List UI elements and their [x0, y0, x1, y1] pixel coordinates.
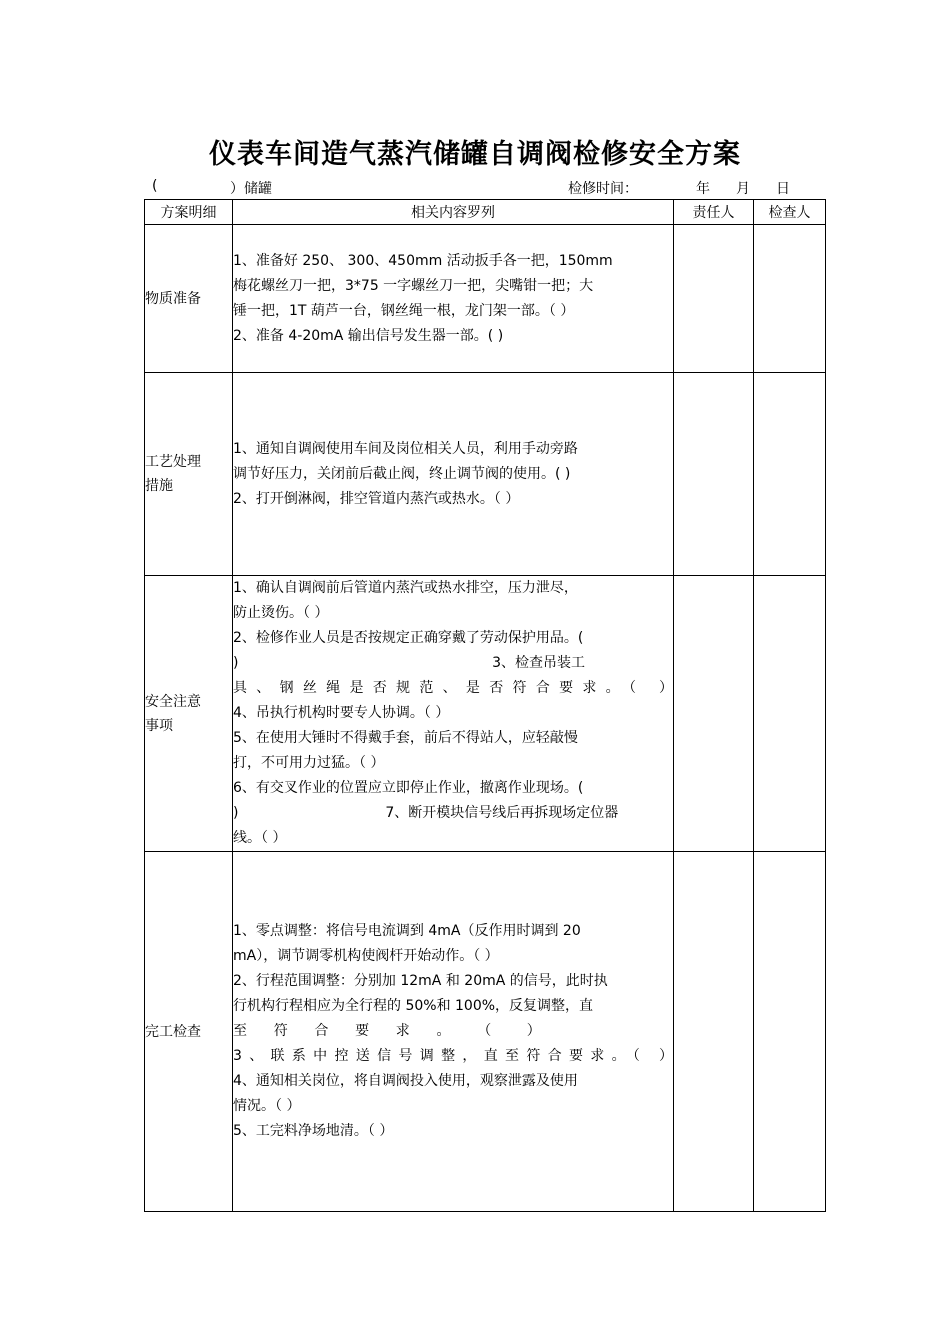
table-row-materials	[145, 225, 826, 373]
category-line: 事项	[145, 717, 173, 734]
plan-table	[144, 199, 826, 1212]
content-line: 锤一把，1T 葫芦一台，钢丝绳一根，龙门架一部。（ ）	[233, 302, 575, 319]
content-cell	[233, 576, 674, 852]
category-line: 安全注意	[145, 693, 201, 710]
content-line: 情况。（ ）	[233, 1098, 301, 1114]
subheader-paren-open: (	[152, 178, 158, 194]
content-line: 1、零点调整：将信号电流调到 4mA（反作用时调到 20	[233, 923, 581, 939]
content-line: 2、准备 4-20mA 输出信号发生器一部。( )	[233, 327, 504, 344]
responsible-cell[interactable]	[674, 576, 754, 852]
content-line: 5、工完料净场地清。（ ）	[233, 1123, 394, 1139]
subheader	[150, 178, 830, 198]
inspector-cell[interactable]	[754, 225, 826, 373]
category-cell	[145, 852, 233, 1212]
header-cell-content: 相关内容罗列	[233, 200, 674, 225]
table-row-process	[145, 373, 826, 576]
responsible-cell[interactable]	[674, 852, 754, 1212]
content-line: 调节好压力，关闭前后截止阀，终止调节阀的使用。( )	[233, 465, 571, 482]
subheader-tank-label: ）储罐	[230, 181, 272, 197]
content-line: mA），调节调零机构使阀杆开始动作。（ ）	[233, 948, 499, 964]
content-cell	[233, 852, 674, 1212]
inspector-cell[interactable]	[754, 576, 826, 852]
document-title: 仪表车间造气蒸汽储罐自调阀检修安全方案	[209, 139, 741, 170]
content-line: 2、行程范围调整：分别加 12mA 和 20mA 的信号，此时执	[233, 973, 608, 989]
responsible-cell[interactable]	[674, 225, 754, 373]
content-line: 6、有交叉作业的位置应立即停止作业，撤离作业现场。(	[233, 780, 584, 796]
content-line: 行机构行程相应为全行程的 50%和 100%，反复调整，直	[233, 998, 594, 1014]
content-line: 3、联系中控送信号调整，直至符合要求。（ ）	[233, 1048, 673, 1064]
content-line: 1、通知自调阀使用车间及岗位相关人员，利用手动旁路	[233, 440, 578, 457]
category-cell	[145, 576, 233, 852]
content-cell	[233, 225, 674, 373]
header-cell-details: 方案明细	[145, 200, 233, 225]
responsible-cell[interactable]	[674, 373, 754, 576]
inspector-cell[interactable]	[754, 852, 826, 1212]
content-line: 2、打开倒淋阀，排空管道内蒸汽或热水。（ ）	[233, 490, 520, 507]
inspector-cell[interactable]	[754, 373, 826, 576]
content-line: 防止烫伤。（ ）	[233, 605, 329, 621]
content-line: 具、钢丝绳是否规范、是否符合要求。（ ）	[233, 680, 673, 696]
category-line: 物质准备	[145, 290, 201, 307]
content-line: 梅花螺丝刀一把，3*75 一字螺丝刀一把，尖嘴钳一把；大	[233, 277, 594, 294]
header-cell-responsible: 责任人	[674, 200, 754, 225]
category-line: 措施	[145, 478, 173, 494]
content-line: 4、通知相关岗位，将自调阀投入使用，观察泄露及使用	[233, 1073, 578, 1089]
content-line: 2、检修作业人员是否按规定正确穿戴了劳动保护用品。(	[233, 630, 584, 646]
category-line: 工艺处理	[145, 454, 201, 470]
header-row	[145, 200, 826, 225]
table-row-completion	[145, 852, 826, 1212]
category-line: 完工检查	[145, 1023, 201, 1040]
subheader-time-label: 检修时间：	[568, 181, 638, 197]
content-line: 4、吊执行机构时要专人协调。（ ）	[233, 705, 450, 721]
content-cell	[233, 373, 674, 576]
subheader-month: 月	[736, 181, 750, 197]
content-line: ) 7、断开模块信号线后再拆现场定位器	[233, 805, 619, 821]
category-cell	[145, 373, 233, 576]
content-line: 打，不可用力过猛。（ ）	[233, 755, 385, 771]
table-row-safety	[145, 576, 826, 852]
content-line: ) 3、检查吊装工	[233, 655, 586, 671]
subheader-day: 日	[776, 181, 790, 197]
category-cell	[145, 225, 233, 373]
header-cell-inspector: 检查人	[754, 200, 826, 225]
content-line: 1、准备好 250、 300、450mm 活动扳手各一把，150mm	[233, 252, 613, 269]
content-line: 线。（ ）	[233, 830, 287, 846]
content-line: 1、确认自调阀前后管道内蒸汽或热水排空，压力泄尽，	[233, 580, 578, 596]
subheader-year: 年	[696, 181, 710, 197]
content-line: 5、在使用大锤时不得戴手套，前后不得站人，应轻敲慢	[233, 730, 578, 746]
content-line: 至 符 合 要 求 。 （ ）	[233, 1023, 541, 1039]
